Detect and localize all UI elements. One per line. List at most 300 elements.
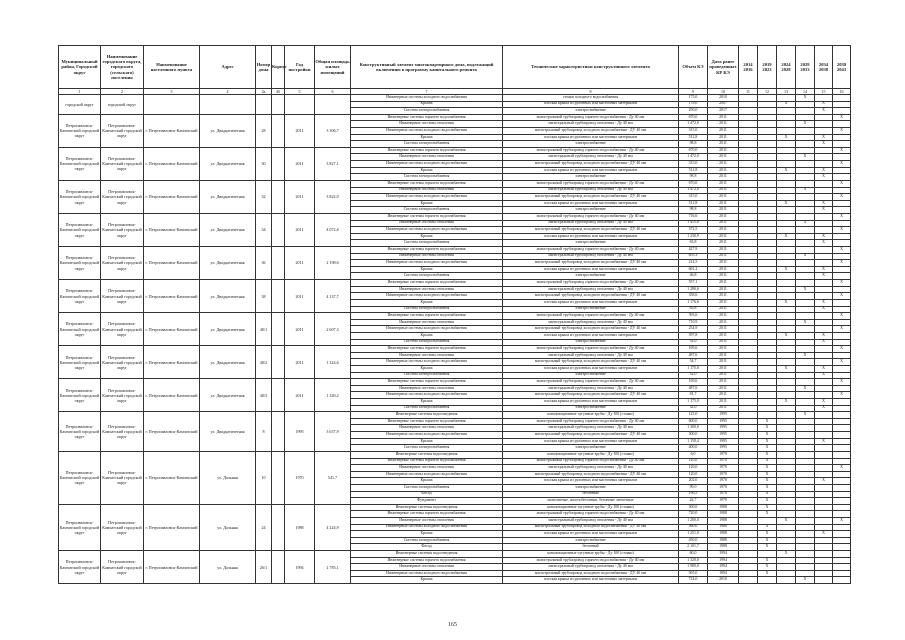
value-cell: X	[796, 220, 815, 227]
empty-cell	[200, 95, 256, 115]
value-cell	[739, 286, 758, 293]
value-cell: 24,7	[679, 498, 708, 505]
value-cell: X	[833, 359, 851, 366]
house-cell-c6: 1994	[285, 551, 315, 584]
value-cell	[739, 95, 758, 102]
element-cell: Система электроснабжения	[351, 405, 503, 412]
house-cell-c7: 541,7	[315, 451, 351, 504]
value-cell: 2011	[708, 313, 739, 320]
value-cell: X	[796, 95, 815, 102]
value-cell: 2011	[708, 240, 739, 247]
value-cell: 1995	[708, 432, 739, 439]
value-cell	[777, 253, 796, 260]
value-cell	[815, 458, 833, 465]
table-row	[59, 213, 851, 220]
value-cell	[739, 174, 758, 181]
value-cell: X	[796, 352, 815, 359]
value-cell: X	[815, 134, 833, 141]
value-cell	[833, 458, 851, 465]
element-cell: Крыша	[351, 233, 503, 240]
value-cell	[815, 95, 833, 102]
value-cell	[796, 180, 815, 187]
house-cell-c5	[272, 180, 285, 213]
value-cell	[777, 491, 796, 498]
value-cell: 2011	[708, 352, 739, 359]
house-cell-c5	[272, 313, 285, 346]
value-cell	[739, 319, 758, 326]
value-cell	[777, 95, 796, 102]
value-cell	[796, 326, 815, 333]
house-cell-c0: Петропавловск-Камчатский городской округ	[59, 504, 101, 550]
value-cell	[796, 438, 815, 445]
value-cell	[777, 544, 796, 551]
value-cell: 254,9	[679, 326, 708, 333]
value-cell	[796, 240, 815, 247]
value-cell	[777, 372, 796, 379]
characteristics-cell: магистральный трубопровод отопления - Ду 40 мм	[503, 352, 679, 359]
value-cell	[758, 233, 777, 240]
value-cell: 1 300,0	[679, 425, 708, 432]
element-cell: Система электроснабжения	[351, 207, 503, 214]
value-cell	[758, 326, 777, 333]
value-cell	[758, 200, 777, 207]
value-cell: 2017	[708, 108, 739, 115]
column-number: 12	[758, 89, 777, 95]
value-cell	[739, 108, 758, 115]
element-cell: Крыша	[351, 134, 503, 141]
value-cell	[758, 313, 777, 320]
value-cell	[796, 458, 815, 465]
value-cell: 670,0	[679, 147, 708, 154]
value-cell: 196,5	[679, 491, 708, 498]
house-cell-c4: 40/1	[256, 313, 272, 346]
value-cell: X	[833, 180, 851, 187]
value-cell: 2011	[708, 399, 739, 406]
value-cell: X	[833, 518, 851, 525]
value-cell	[796, 273, 815, 280]
value-cell	[739, 154, 758, 161]
characteristics-cell: магистральный трубопровод холодного водоснабжения - ДУ 40 мм	[503, 227, 679, 234]
table-row	[59, 551, 851, 558]
characteristics-cell: плоская крыша из рулонных или мастичных материалов	[503, 577, 679, 584]
value-cell	[739, 260, 758, 267]
element-cell: Крыша	[351, 332, 503, 339]
value-cell: 1995	[708, 412, 739, 419]
value-cell	[796, 359, 815, 366]
value-cell: X	[833, 213, 851, 220]
value-cell: X	[796, 412, 815, 419]
characteristics-cell: магистральный трубопровод отопления - Ду 40 мм	[503, 121, 679, 128]
value-cell: X	[815, 372, 833, 379]
element-cell: Инженерные системы горячего водоснабжения	[351, 379, 503, 386]
value-cell: 2011	[708, 319, 739, 326]
empty-cell	[315, 95, 351, 115]
house-cell-c1: Петропавловск-Камчатский городской округ	[101, 280, 144, 313]
empty-cell	[144, 95, 200, 115]
characteristics-cell: магистральный трубопровод отопления - Ду 40 мм	[503, 319, 679, 326]
value-cell: 716,6	[679, 213, 708, 220]
value-cell	[796, 213, 815, 220]
value-cell	[739, 537, 758, 544]
house-cell-c5	[272, 504, 285, 550]
value-cell	[739, 346, 758, 353]
house-cell-c0: Петропавловск-Камчатский городской округ	[59, 147, 101, 180]
value-cell: X	[833, 114, 851, 121]
house-cell-c5	[272, 551, 285, 584]
value-cell: 1994	[708, 564, 739, 571]
house-cell-c3: ул. Двадцатичетная	[200, 313, 256, 346]
value-cell	[739, 167, 758, 174]
element-cell: Крыша	[351, 200, 503, 207]
value-cell	[739, 253, 758, 260]
value-cell	[833, 174, 851, 181]
value-cell	[777, 293, 796, 300]
column-number: 4а	[256, 89, 272, 95]
value-cell	[833, 385, 851, 392]
element-cell: Инженерные системы горячего водоснабжения	[351, 180, 503, 187]
value-cell	[777, 108, 796, 115]
value-cell	[815, 121, 833, 128]
house-cell-c1: Петропавловск-Камчатский городской округ	[101, 346, 144, 379]
house-cell-c4: 36	[256, 247, 272, 280]
value-cell: 120,0	[679, 465, 708, 472]
element-cell: Инженерные системы отопления	[351, 518, 503, 525]
characteristics-cell: магистральный трубопровод горячего водоснабжения - Ду 40 мм	[503, 346, 679, 353]
characteristics-cell: электроснабжение	[503, 537, 679, 544]
value-cell	[739, 577, 758, 584]
table-row	[59, 247, 851, 254]
value-cell	[815, 359, 833, 366]
house-cell-c5	[272, 213, 285, 246]
value-cell: 2011	[708, 293, 739, 300]
value-cell	[777, 273, 796, 280]
value-cell: 2011	[708, 385, 739, 392]
value-cell: X	[796, 187, 815, 194]
value-cell	[777, 180, 796, 187]
house-cell-c5	[272, 114, 285, 147]
value-cell	[796, 101, 815, 108]
value-cell	[777, 207, 796, 214]
house-cell-c0: Петропавловск-Камчатский городской округ	[59, 313, 101, 346]
value-cell	[739, 458, 758, 465]
value-cell	[777, 326, 796, 333]
house-cell-c6: 2011	[285, 280, 315, 313]
value-cell	[777, 451, 796, 458]
value-cell	[758, 180, 777, 187]
column-number: 13	[777, 89, 796, 95]
value-cell	[758, 332, 777, 339]
value-cell	[796, 544, 815, 551]
value-cell: 1 280,6	[679, 286, 708, 293]
element-cell: Инженерные системы отопления	[351, 121, 503, 128]
value-cell	[796, 399, 815, 406]
house-cell-c6: 2011	[285, 114, 315, 147]
value-cell	[833, 412, 851, 419]
value-cell	[758, 339, 777, 346]
value-cell	[815, 418, 833, 425]
value-cell	[796, 260, 815, 267]
value-cell	[815, 180, 833, 187]
house-cell-c5	[272, 379, 285, 412]
value-cell	[815, 326, 833, 333]
characteristics-cell: канализационные чугунные трубы - Ду 100 (стояки)	[503, 412, 679, 419]
value-cell: X	[758, 465, 777, 472]
house-cell-c2: г. Петропавловск-Камчатский	[144, 280, 200, 313]
characteristics-cell: магистральный трубопровод горячего водоснабжения - Ду 40 мм	[503, 557, 679, 564]
column-header: Технические характеристики конструктивного элемента	[503, 46, 679, 89]
value-cell	[758, 108, 777, 115]
house-cell-c7: 2 785,1	[315, 551, 351, 584]
value-cell: 2011	[708, 260, 739, 267]
value-cell	[815, 504, 833, 511]
value-cell: X	[758, 531, 777, 538]
value-cell: 315,0	[679, 128, 708, 135]
value-cell	[739, 359, 758, 366]
value-cell	[739, 247, 758, 254]
characteristics-cell: магистральный трубопровод отопления - Ду 40 мм	[503, 154, 679, 161]
column-header: Год постройки	[285, 46, 315, 89]
house-cell-c2: г. Петропавловск-Камчатский	[144, 412, 200, 452]
value-cell	[796, 484, 815, 491]
value-cell: X	[777, 299, 796, 306]
element-cell: Инженерные системы горячего водоснабжения	[351, 280, 503, 287]
value-cell	[739, 564, 758, 571]
element-cell: Инженерные системы горячего водоснабжения	[351, 557, 503, 564]
value-cell	[796, 167, 815, 174]
value-cell: X	[815, 438, 833, 445]
table-row	[59, 412, 851, 419]
value-cell: 120,0	[679, 471, 708, 478]
value-cell	[796, 478, 815, 485]
value-cell: 487,6	[679, 385, 708, 392]
value-cell	[758, 273, 777, 280]
value-cell: X	[833, 247, 851, 254]
element-cell: Инженерные системы водоотведения	[351, 551, 503, 558]
value-cell: X	[777, 551, 796, 558]
characteristics-cell: магистральный трубопровод отопления - Ду 40 мм	[503, 187, 679, 194]
value-cell	[739, 180, 758, 187]
value-cell	[758, 399, 777, 406]
value-cell	[796, 346, 815, 353]
value-cell	[758, 266, 777, 273]
value-cell	[777, 247, 796, 254]
value-cell: 1 200,0	[679, 518, 708, 525]
value-cell	[777, 286, 796, 293]
value-cell: 98,8	[679, 141, 708, 148]
house-cell-c2: г. Петропавловск-Камчатский	[144, 504, 200, 550]
column-number: 14	[796, 89, 815, 95]
value-cell: 360,0	[679, 524, 708, 531]
element-cell: Фасад	[351, 491, 503, 498]
value-cell: 1 320,0	[679, 557, 708, 564]
element-cell: Инженерные системы отопления	[351, 220, 503, 227]
value-cell	[739, 465, 758, 472]
value-cell: 2011	[708, 121, 739, 128]
value-cell	[796, 537, 815, 544]
value-cell: X	[796, 286, 815, 293]
value-cell: 2011	[708, 154, 739, 161]
value-cell	[833, 577, 851, 584]
element-cell: Инженерные системы отопления	[351, 187, 503, 194]
value-cell: X	[758, 458, 777, 465]
value-cell: 1988	[708, 531, 739, 538]
value-cell	[777, 379, 796, 386]
column-header: Общая площадь жилых помещений	[315, 46, 351, 89]
value-cell: 2011	[708, 299, 739, 306]
value-cell: 393,6	[679, 313, 708, 320]
house-cell-c0: Петропавловск-Камчатский городской округ	[59, 379, 101, 412]
value-cell	[815, 392, 833, 399]
value-cell	[758, 194, 777, 201]
value-cell	[777, 564, 796, 571]
value-cell: 2011	[708, 332, 739, 339]
characteristics-cell: магистральный трубопровод холодного водоснабжения - ДУ 40 мм	[503, 359, 679, 366]
element-cell: Инженерные системы холодного водоснабжения	[351, 392, 503, 399]
value-cell	[833, 167, 851, 174]
value-cell	[796, 491, 815, 498]
value-cell	[777, 577, 796, 584]
value-cell	[833, 504, 851, 511]
value-cell	[758, 247, 777, 254]
element-cell: Крыша	[351, 266, 503, 273]
value-cell	[833, 372, 851, 379]
value-cell: 1970	[708, 465, 739, 472]
value-cell	[739, 128, 758, 135]
element-cell: Крыша	[351, 167, 503, 174]
value-cell	[739, 471, 758, 478]
value-cell: 1988	[708, 518, 739, 525]
value-cell	[739, 200, 758, 207]
house-cell-c1: Петропавловск-Камчатский городской округ	[101, 551, 144, 584]
value-cell: 54,7	[679, 359, 708, 366]
value-cell: 175,0	[679, 95, 708, 102]
value-cell	[777, 306, 796, 313]
value-cell	[758, 352, 777, 359]
characteristics-cell: плоская крыша из рулонных или мастичных материалов	[503, 134, 679, 141]
value-cell	[777, 174, 796, 181]
value-cell: X	[833, 313, 851, 320]
characteristics-cell: плоская крыша из рулонных или мастичных материалов	[503, 101, 679, 108]
value-cell	[758, 134, 777, 141]
value-cell	[796, 134, 815, 141]
characteristics-cell: магистральный трубопровод холодного водоснабжения - ДУ 40 мм	[503, 471, 679, 478]
characteristics-cell: магистральный трубопровод холодного водоснабжения - ДУ 40 мм	[503, 432, 679, 439]
value-cell: X	[833, 147, 851, 154]
value-cell	[739, 432, 758, 439]
value-cell	[777, 557, 796, 564]
value-cell	[833, 332, 851, 339]
value-cell	[796, 531, 815, 538]
value-cell	[833, 299, 851, 306]
house-cell-c0: Петропавловск-Камчатский городской округ	[59, 213, 101, 246]
value-cell	[739, 418, 758, 425]
value-cell	[739, 114, 758, 121]
value-cell: X	[758, 491, 777, 498]
value-cell	[739, 445, 758, 452]
value-cell	[815, 260, 833, 267]
value-cell: 2011	[708, 392, 739, 399]
capital-repair-table	[58, 45, 851, 584]
value-cell	[796, 511, 815, 518]
house-cell-c7: 1 349,2	[315, 379, 351, 412]
value-cell	[758, 293, 777, 300]
value-cell: X	[815, 101, 833, 108]
value-cell	[833, 154, 851, 161]
value-cell	[777, 128, 796, 135]
value-cell	[758, 405, 777, 412]
value-cell	[777, 412, 796, 419]
value-cell	[739, 498, 758, 505]
value-cell	[833, 220, 851, 227]
characteristics-cell: электроснабжение	[503, 445, 679, 452]
house-cell-c5	[272, 147, 285, 180]
value-cell: X	[815, 108, 833, 115]
value-cell	[833, 273, 851, 280]
value-cell	[739, 451, 758, 458]
house-cell-c4: 8	[256, 412, 272, 452]
value-cell: X	[815, 240, 833, 247]
value-cell	[739, 299, 758, 306]
value-cell	[758, 220, 777, 227]
element-cell: Инженерные системы горячего водоснабжения	[351, 247, 503, 254]
house-cell-c0: Петропавловск-Камчатский городской округ	[59, 346, 101, 379]
value-cell: X	[833, 465, 851, 472]
table-header	[59, 46, 851, 89]
value-cell	[833, 491, 851, 498]
value-cell: 2011	[708, 200, 739, 207]
value-cell	[758, 365, 777, 372]
house-cell-c6: 2011	[285, 180, 315, 213]
element-cell: Инженерные системы холодного водоснабжения	[351, 194, 503, 201]
value-cell	[758, 385, 777, 392]
value-cell	[833, 484, 851, 491]
value-cell	[739, 425, 758, 432]
value-cell: X	[796, 319, 815, 326]
value-cell	[739, 557, 758, 564]
value-cell	[796, 518, 815, 525]
value-cell: 2011	[708, 134, 739, 141]
house-cell-c1: Петропавловск-Камчатский городской округ	[101, 147, 144, 180]
value-cell: 427,9	[679, 247, 708, 254]
house-cell-c6: 2011	[285, 247, 315, 280]
value-cell	[815, 286, 833, 293]
value-cell	[777, 352, 796, 359]
value-cell: 214,5	[679, 260, 708, 267]
characteristics-cell: электроснабжение	[503, 174, 679, 181]
value-cell	[833, 570, 851, 577]
column-header: 2019 2023	[758, 46, 777, 89]
value-cell	[758, 101, 777, 108]
characteristics-cell: канализационные чугунные трубы - Ду 100 (стояки)	[503, 451, 679, 458]
value-cell	[777, 359, 796, 366]
characteristics-cell: плоская крыша из рулонных или мастичных материалов	[503, 332, 679, 339]
house-cell-c5	[272, 412, 285, 452]
column-number: 10	[708, 89, 739, 95]
element-cell: Система электроснабжения	[351, 141, 503, 148]
value-cell: X	[758, 484, 777, 491]
element-cell: Инженерные системы отопления	[351, 425, 503, 432]
value-cell	[739, 194, 758, 201]
value-cell: 1988	[708, 504, 739, 511]
house-cell-c3: ул. Двадцатичетная	[200, 379, 256, 412]
column-number: 8	[503, 89, 679, 95]
value-cell	[777, 504, 796, 511]
value-cell: X	[777, 134, 796, 141]
value-cell: 661,2	[679, 266, 708, 273]
value-cell: X	[777, 332, 796, 339]
value-cell	[815, 187, 833, 194]
characteristics-cell: магистральный трубопровод холодного водоснабжения - ДУ 40 мм	[503, 194, 679, 201]
